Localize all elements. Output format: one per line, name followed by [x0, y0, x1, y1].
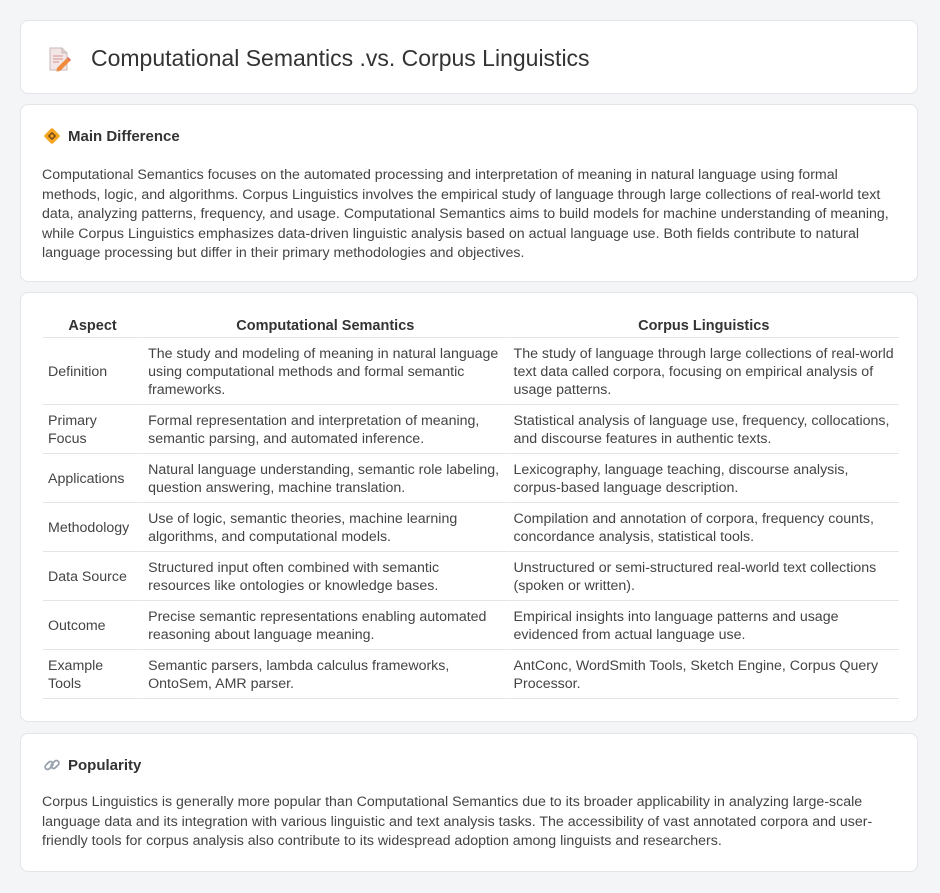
main-difference-text: Computational Semantics focuses on the automated processing and interpretation of meaning in natural language using formal methods, logic, and algorithms. Corpus Linguistics involves the empirical study of language through large collections of real-world text data, analyzing patterns, frequency, and usage. Computational Semantics aims to build models for machine understanding of meaning, while Corpus Linguistics emphasizes data-driven linguistic analysis based on actual language use. Both fields contribute to natural language processing but differ in their primary methodologies and objectives.: [42, 167, 889, 262]
row-corpus-linguistics: Compilation and annotation of corpora, frequency counts, concordance analysis, statistical tools.: [509, 503, 899, 552]
row-corpus-linguistics: The study of language through large collections of real-world text data called corpora, focusing on empirical analysis of usage patterns.: [509, 338, 899, 405]
row-corpus-linguistics: Empirical insights into language patterns and usage evidenced from actual language use.: [509, 601, 899, 650]
row-aspect: Definition: [43, 338, 143, 405]
popularity-header: [43, 756, 141, 774]
row-computational-semantics: Natural language understanding, semantic role labeling, question answering, machine translation.: [143, 454, 508, 503]
comparison-card: [20, 292, 918, 722]
comparison-table: [43, 315, 899, 699]
row-corpus-linguistics: Unstructured or semi-structured real-world text collections (spoken or written).: [509, 552, 899, 601]
table-row: [43, 601, 899, 650]
table-row: [43, 338, 899, 405]
row-aspect: Example Tools: [43, 650, 143, 699]
row-computational-semantics: Precise semantic representations enabling automated reasoning about language meaning.: [143, 601, 508, 650]
popularity-text: Corpus Linguistics is generally more popular than Computational Semantics due to its broader applicability in analyzing large-scale language data and its integration with various linguistic and text analysis tasks. The accessibility of vast annotated corpora and user-friendly tools for corpus analysis also contribute to its widespread adoption among linguists and researchers.: [42, 794, 873, 850]
link-icon: [43, 756, 61, 774]
row-corpus-linguistics: Statistical analysis of language use, frequency, collocations, and discourse features in authentic texts.: [509, 405, 899, 454]
table-row: [43, 650, 899, 699]
popularity-title: Popularity: [68, 756, 142, 774]
header-aspect: Aspect: [43, 315, 143, 338]
header-corpus-linguistics: Corpus Linguistics: [509, 315, 899, 338]
row-computational-semantics: Formal representation and interpretation of meaning, semantic parsing, and automated inference.: [143, 405, 508, 454]
main-difference-card: [20, 104, 918, 282]
title-row: [47, 45, 590, 72]
table-row: [43, 405, 899, 454]
row-corpus-linguistics: Lexicography, language teaching, discourse analysis, corpus-based language description.: [509, 454, 899, 503]
main-difference-title: Main Difference: [68, 127, 180, 145]
page-title: Computational Semantics .vs. Corpus Linguistics: [91, 45, 590, 71]
row-aspect: Outcome: [43, 601, 143, 650]
table-row: [43, 503, 899, 552]
table-row: [43, 552, 899, 601]
row-computational-semantics: Use of logic, semantic theories, machine learning algorithms, and computational models.: [143, 503, 508, 552]
table-row: [43, 454, 899, 503]
table-header-row: [43, 315, 899, 338]
row-computational-semantics: Semantic parsers, lambda calculus frameworks, OntoSem, AMR parser.: [143, 650, 508, 699]
row-aspect: Data Source: [43, 552, 143, 601]
row-computational-semantics: The study and modeling of meaning in natural language using computational methods and formal semantic frameworks.: [143, 338, 508, 405]
diamond-sign-icon: [43, 127, 61, 145]
main-difference-header: [43, 127, 180, 145]
row-aspect: Applications: [43, 454, 143, 503]
header-card: [20, 20, 918, 94]
popularity-card: [20, 733, 918, 872]
row-corpus-linguistics: AntConc, WordSmith Tools, Sketch Engine, Corpus Query Processor.: [509, 650, 899, 699]
header-computational-semantics: Computational Semantics: [143, 315, 508, 338]
row-aspect: Methodology: [43, 503, 143, 552]
row-aspect: Primary Focus: [43, 405, 143, 454]
row-computational-semantics: Structured input often combined with semantic resources like ontologies or knowledge bases.: [143, 552, 508, 601]
document-pencil-icon: [47, 46, 71, 72]
